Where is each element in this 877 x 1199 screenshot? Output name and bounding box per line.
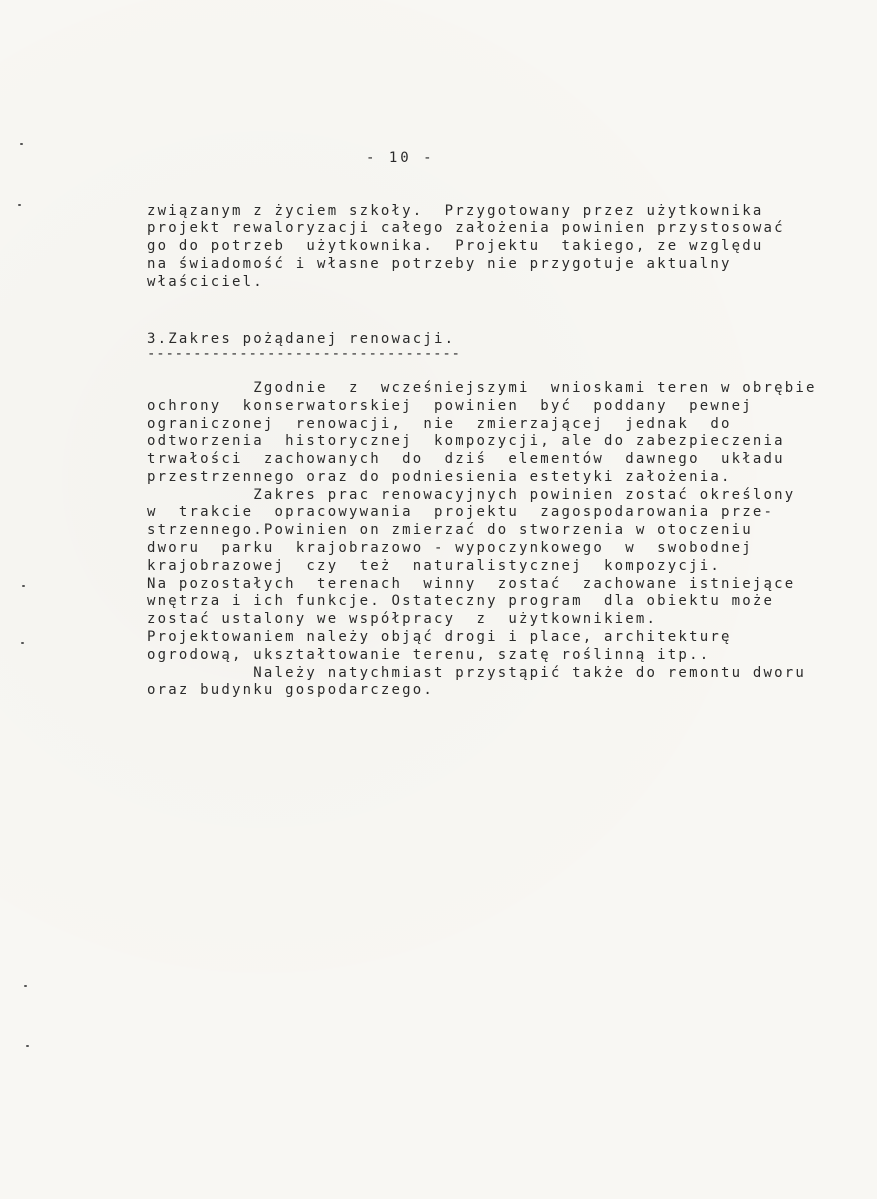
page-number: - 10 - (366, 150, 435, 166)
body-line: krajobrazowej czy też naturalistycznej kompozycji. (147, 558, 721, 574)
body-line: Należy natychmiast przystąpić także do remontu dworu (147, 665, 806, 681)
body-line: Na pozostałych terenach winny zostać zachowane istniejące (147, 576, 796, 592)
intro-line: na świadomość i własne potrzeby nie przygotuje aktualny (147, 256, 732, 272)
scan-speck (20, 143, 23, 145)
scan-speck (22, 585, 25, 587)
body-line: dworu parku krajobrazowo - wypoczynkowego w swobodnej (147, 540, 753, 556)
body-line: odtworzenia historycznej kompozycji, ale do zabezpieczenia (147, 433, 785, 449)
scan-speck (24, 985, 27, 987)
body-line: ograniczonej renowacji, nie zmierzającej jednak do (147, 416, 732, 432)
scan-speck (21, 642, 24, 644)
body-line: w trakcie opracowywania projektu zagospodarowania prze- (147, 504, 775, 520)
body-line: Zgodnie z wcześniejszymi wnioskami teren w obrębie (147, 380, 817, 396)
body-line: trwałości zachowanych do dziś elementów dawnego układu (147, 451, 785, 467)
intro-line: związanym z życiem szkoły. Przygotowany przez użytkownika (147, 203, 764, 219)
body-line: wnętrza i ich funkcje. Ostateczny program dla obiektu może (147, 593, 775, 609)
body-line: ogrodową, ukształtowanie terenu, szatę roślinną itp.. (147, 647, 711, 663)
body-line: zostać ustalony we współpracy z użytkownikiem. (147, 611, 658, 627)
body-line: ochrony konserwatorskiej powinien być poddany pewnej (147, 398, 753, 414)
body-line: oraz budynku gospodarczego. (147, 682, 434, 698)
body-line: Zakres prac renowacyjnych powinien zostać określony (147, 487, 796, 503)
intro-line: go do potrzeb użytkownika. Projektu takiego, ze względu (147, 238, 764, 254)
body-line: przestrzennego oraz do podniesienia estetyki założenia. (147, 469, 732, 485)
body-line: Projektowaniem należy objąć drogi i place, architekturę (147, 629, 732, 645)
scan-speck (18, 204, 21, 206)
intro-line: projekt rewaloryzacji całego założenia powinien przystosować (147, 220, 785, 236)
body-line: strzennego.Powinien on zmierzać do stworzenia w otoczeniu (147, 522, 753, 538)
intro-line: właściciel. (147, 274, 264, 290)
scan-speck (26, 1045, 29, 1047)
section-underline: ---------------------------------- (147, 346, 461, 362)
section-heading: 3.Zakres pożądanej renowacji. (147, 331, 456, 347)
